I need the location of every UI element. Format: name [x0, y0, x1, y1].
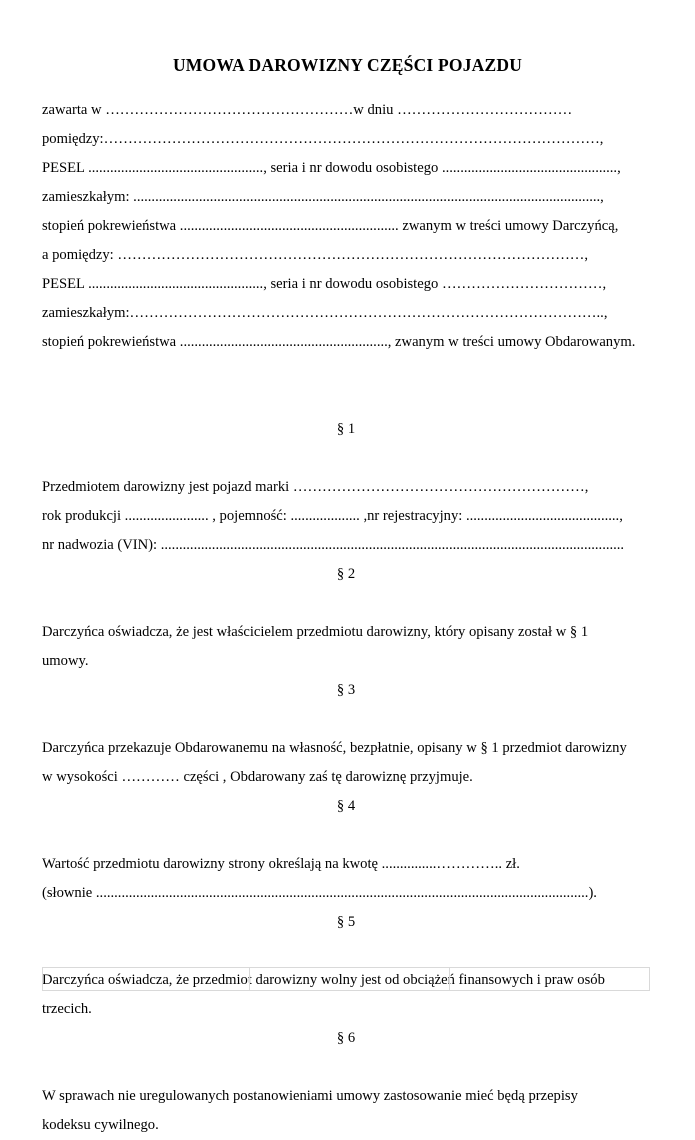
section-line: (słownie .......................................................................................................................................).: [42, 885, 597, 901]
intro-line: stopień pokrewieństwa ............................................................ zwanym w treści umowy Darczyńcą,: [42, 218, 619, 234]
table-row: [43, 968, 650, 991]
section-spacer: [42, 705, 650, 734]
section-5: [42, 908, 650, 1024]
signature-table: [42, 967, 650, 991]
section-line: Przedmiotem darowizny jest pojazd marki ……………………………………………………,: [42, 479, 589, 495]
signature-cell-right[interactable]: [450, 968, 650, 991]
intro-line: PESEL ................................................, seria i nr dowodu osobistego ................................................,: [42, 160, 621, 176]
intro-line: zamieszkałym:……………………………………………………………………………………..,: [42, 305, 608, 321]
section-line: nr nadwozia (VIN): ...............................................................................................................................: [42, 537, 625, 553]
section-heading: § 1: [336, 421, 356, 437]
section-1: [42, 415, 650, 560]
intro-line: pomiędzy:…………………………………………………………………………………………,: [42, 131, 604, 147]
section-heading: § 3: [336, 682, 356, 698]
intro-line: a pomiędzy: ……………………………………………………………………………………,: [42, 247, 589, 263]
section-heading: § 2: [336, 566, 356, 582]
section-line: umowy.: [42, 653, 89, 669]
signature-cell-middle[interactable]: [250, 968, 450, 991]
section-spacer: [42, 444, 650, 473]
intro-line: zamieszkałym: ................................................................................................................................,: [42, 189, 604, 205]
section-line: Darczyńca oświadcza, że przedmiot darowizny wolny jest od obciążeń finansowych i praw osób: [42, 972, 605, 988]
section-line: trzecich.: [42, 1001, 92, 1017]
intro-line: PESEL ................................................, seria i nr dowodu osobistego ……………………………,: [42, 276, 607, 292]
section-line: Darczyńca oświadcza, że jest właścicielem przedmiotu darowizny, który opisany został w § 1: [42, 624, 589, 640]
section-spacer: [42, 937, 650, 966]
section-spacer: [42, 1053, 650, 1082]
page-title: UMOWA DAROWIZNY CZĘŚCI POJAZDU: [172, 55, 523, 75]
intro-line: zawarta w ……………………………………………w dniu ………………………………: [42, 102, 573, 118]
parties-block: [42, 96, 650, 357]
section-line: rok produkcji ....................... , pojemność: ................... ,nr rejestracyjny: ..........................................,: [42, 508, 623, 524]
section-3: [42, 676, 650, 792]
section-heading: § 6: [336, 1030, 356, 1046]
section-line: W sprawach nie uregulowanych postanowieniami umowy zastosowanie mieć będą przepisy: [42, 1088, 578, 1104]
section-line: Wartość przedmiotu darowizny strony określają na kwotę ...............………….. zł.: [42, 856, 520, 872]
section-heading: § 5: [336, 914, 356, 930]
section-line: w wysokości ………… części , Obdarowany zaś tę darowiznę przyjmuje.: [42, 769, 473, 785]
section-4: [42, 792, 650, 908]
section-heading: § 4: [336, 798, 356, 814]
intro-line: stopień pokrewieństwa ........................................................., zwanym w treści umowy Obdarowanym.: [42, 334, 636, 350]
section-spacer: [42, 589, 650, 618]
block-spacer: [42, 357, 650, 415]
section-spacer: [42, 821, 650, 850]
signature-cell-left[interactable]: [43, 968, 250, 991]
section-2: [42, 560, 650, 676]
section-6: [42, 1024, 650, 1140]
section-line: Darczyńca przekazuje Obdarowanemu na własność, bezpłatnie, opisany w § 1 przedmiot darowizny: [42, 740, 627, 756]
section-line: kodeksu cywilnego.: [42, 1117, 159, 1133]
